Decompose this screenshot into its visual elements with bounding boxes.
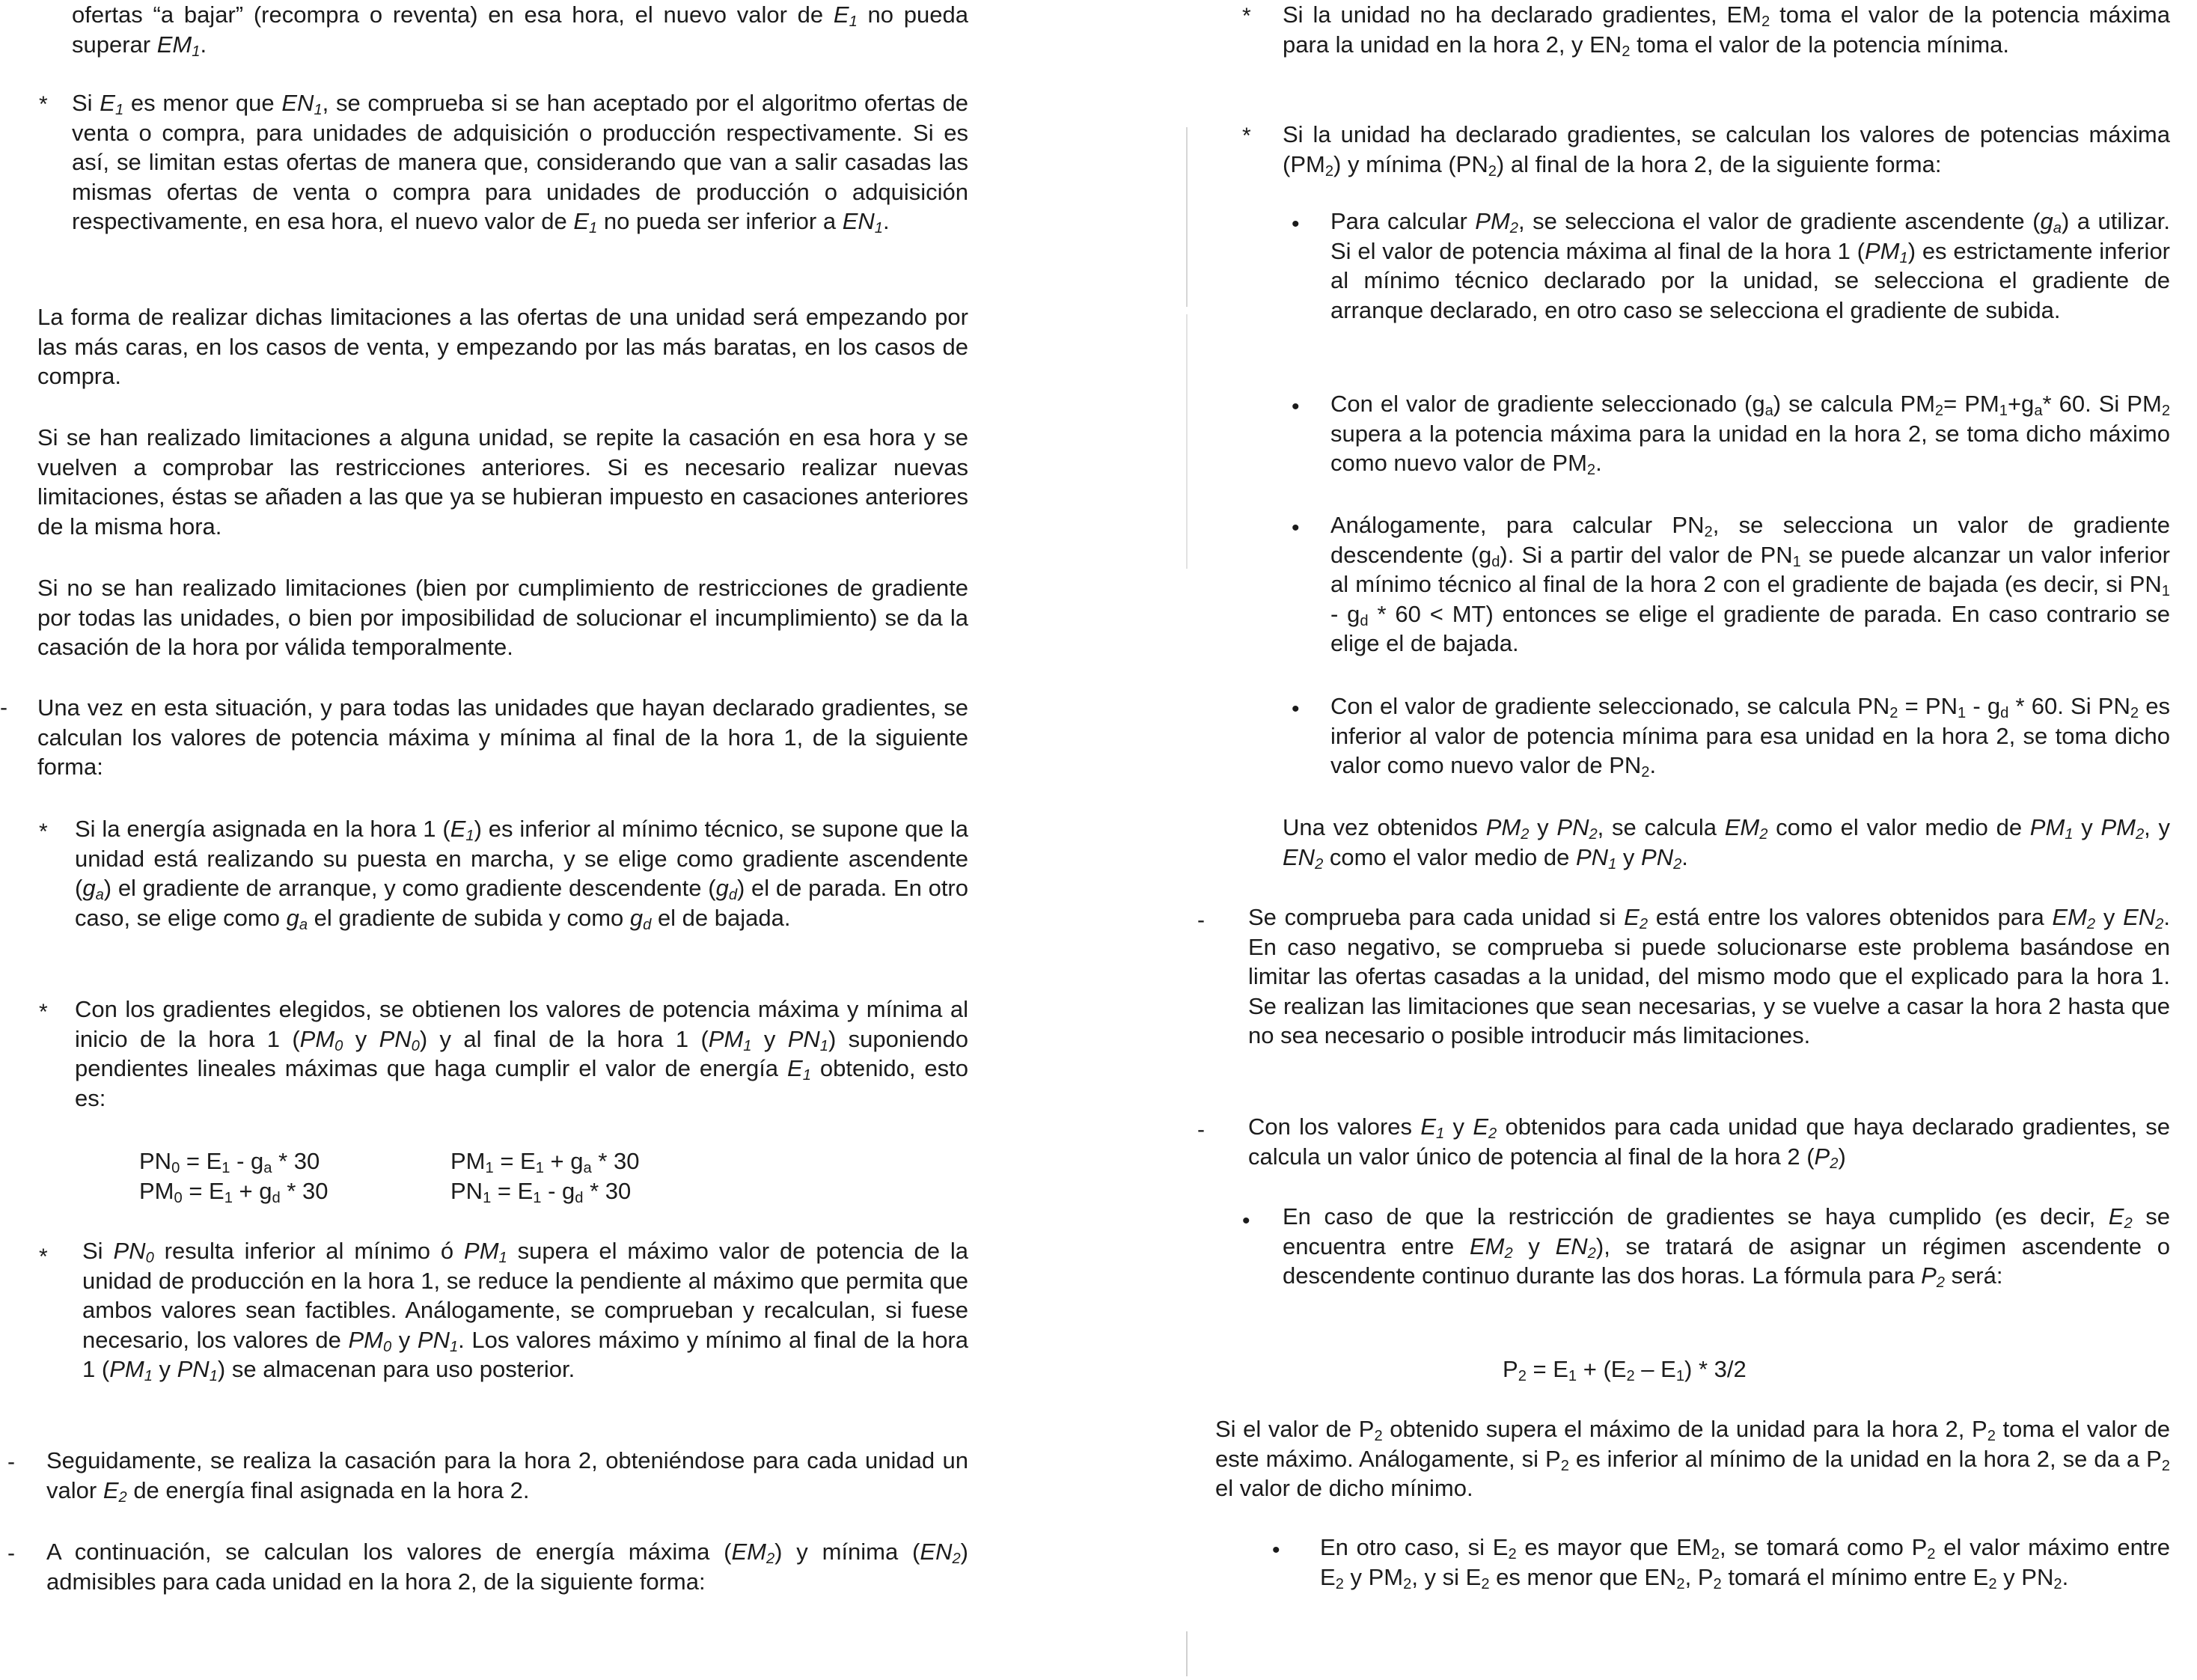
list-marker-star: * bbox=[1242, 4, 1251, 28]
paragraph: Si el valor de $P_2$ obtenido supera el máximo de la unidad para la hora 2, $P_2$ toma el valor de este máximo. Análogamente, si $P_2$ es inferior al mínimo de la unidad en la hora 2, se da a $P_2$ el valor de dicho mínimo. bbox=[1215, 1416, 2171, 1502]
list-item: Seguidamente, se realiza la casación para la hora 2, obteniéndose para cada unidad un valor $E_2$ de energía final asignada en la hora 2. bbox=[46, 1447, 968, 1506]
list-marker-star: * bbox=[1242, 123, 1251, 148]
list-item: Con los valores $E_1$ y $E_2$ obtenidos para cada unidad que haya declarado gradientes, se calcula un valor único de potencia al final de la hora 2 $(P_2)$ bbox=[1248, 1114, 2170, 1172]
list-item: A continuación, se calculan los valores de energía máxima $(EM_2)$ y mínima $(EN_2)$ admisibles para cada unidad en la hora 2, de la siguiente forma: bbox=[46, 1539, 968, 1595]
scan-line bbox=[1186, 127, 1188, 307]
list-marker-dash: - bbox=[1197, 1117, 1205, 1142]
paragraph: ofertas “a bajar” (recompra o reventa) en esa hora, el nuevo valor de $E_1$ no pueda superar $EM_1$. bbox=[72, 1, 968, 60]
list-marker-bullet: • bbox=[1292, 697, 1300, 721]
list-item: Con el valor de gradiente seleccionado $(g_a)$ se calcula $PM_2= PM_1+g_a*$ 60. Si $PM_2$ supera a la potencia máxima para la unidad en la hora 2, se toma dicho máximo como nuevo valor de $PM_2$. bbox=[1330, 391, 2171, 479]
formula-pn1: $PN_1 = E_1 - g_d * 30$ bbox=[450, 1178, 632, 1207]
scan-line bbox=[1186, 314, 1188, 569]
list-item: Con el valor de gradiente seleccionado, se calcula $PN_2 = PN_1 - g_d * 60$. Si $PN_2$ es inferior al valor de potencia mínima para esa unidad en la hora 2, se toma dicho valor como nuevo valor de $PN_2$. bbox=[1330, 693, 2170, 781]
list-marker-star: * bbox=[39, 1000, 48, 1024]
list-marker-bullet: • bbox=[1292, 394, 1300, 419]
list-item: Se comprueba para cada unidad si $E_2$ está entre los valores obtenidos para $EM_2$ y $EN_2$. En caso negativo, se comprueba si puede solucionarse este problema basándose en limitar las ofertas casadas a la unidad, del mismo modo que el explicado para la hora 1. Se realizan las limitaciones que sean necesarias, y se vuelve a casar la hora 2 hasta que no sea necesario o posible introducir más limitaciones. bbox=[1248, 904, 2170, 1049]
list-item: En caso de que la restricción de gradientes se haya cumplido (es decir, $E_2$ se encuentra entre $EM_2$ y $EN_2$), se tratará de asignar un régimen ascendente o descendente continuo durante las dos horas. La fórmula para $P_2$ será: bbox=[1283, 1203, 2170, 1292]
paragraph: Si no se han realizado limitaciones (bien por cumplimiento de restricciones de gradiente por todas las unidades, o bien por imposibilidad de solucionar el incumplimiento) se da la casación de la hora por válida temporalmente. bbox=[37, 575, 968, 661]
paragraph: Una vez obtenidos $PM_2$ y $PN_2$, se calcula $EM_2$ como el valor medio de $PM_1$ y $PM_2$, y $EN_2$ como el valor medio de $PN_1$ y $PN_2$. bbox=[1283, 814, 2170, 873]
list-item: Para calcular $PM_2$, se selecciona el valor de gradiente ascendente $(g_a)$ a utilizar. Si el valor de potencia máxima al final de la hora 1 $(PM_1)$ es estrictamente inferior al mínimo técnico declarado por la unidad, se selecciona el gradiente de arranque declarado, en otro caso se selecciona el gradiente de subida. bbox=[1330, 208, 2171, 323]
list-marker-bullet: • bbox=[1292, 516, 1300, 540]
list-marker-dash: - bbox=[7, 1450, 15, 1474]
list-marker-dash: - bbox=[7, 1541, 15, 1566]
list-item: En otro caso, si $E_2$ es mayor que $EM_2$, se tomará como $P_2$ el valor máximo entre $E_2$ y $PM_2$, y si $E_2$ es menor que $EN_2$, $P_2$ tomará el mínimo entre $E_2$ y $PN_2$. bbox=[1320, 1534, 2170, 1592]
formula-pm0: $PM_0 = E_1 + g_d * 30$ bbox=[139, 1178, 329, 1207]
list-marker-star: * bbox=[39, 92, 48, 117]
list-marker-bullet: • bbox=[1272, 1538, 1280, 1563]
list-item: Análogamente, para calcular $PN_2$, se selecciona un valor de gradiente descendente $(g_d)$. Si a partir del valor de $PN_1$ se puede alcanzar un valor inferior al mínimo técnico al final de la hora 2 con el gradiente de bajada (es decir, si $PN_1 - g_d * 60 < MT$) entonces se elige el gradiente de parada. En caso contrario se elige el de bajada. bbox=[1330, 512, 2170, 657]
list-item: Si la unidad ha declarado gradientes, se calculan los valores de potencias máxima $(PM_2)$ y mínima $(PN_2)$ al final de la hora 2, de la siguiente forma: bbox=[1283, 121, 2170, 180]
formula-p2: $P_2 = E_1 + (E_2 - E_1) * 3/2$ bbox=[1503, 1356, 1747, 1385]
list-item: Si la energía asignada en la hora 1 $(E_1)$ es inferior al mínimo técnico, se supone que la unidad está realizando su puesta en marcha, y se elige como gradiente ascendente $(g_a)$ el gradiente de arranque, y como gradiente descendente $(g_d)$ el de parada. En otro caso, se elige como $g_a$ el gradiente de subida y como $g_d$ el de bajada. bbox=[75, 816, 968, 933]
paragraph: La forma de realizar dichas limitaciones a las ofertas de una unidad será empezando por las más caras, en los casos de venta, y empezando por las más baratas, en los casos de compra. bbox=[37, 304, 968, 390]
list-item: Con los gradientes elegidos, se obtienen los valores de potencia máxima y mínima al inicio de la hora 1 ($PM_0$ y $PN_0$) y al final de la hora 1 ($PM_1$ y $PN_1$) suponiendo pendientes lineales máximas que haga cumplir el valor de energía $E_1$ obtenido, esto es: bbox=[75, 996, 968, 1111]
list-marker-bullet: • bbox=[1292, 212, 1300, 236]
list-marker-star: * bbox=[39, 1244, 48, 1269]
scan-line bbox=[1186, 1631, 1188, 1676]
list-item: Si $E_1$ es menor que $EN_1$, se comprueba si se han aceptado por el algoritmo ofertas de venta o compra, para unidades de adquisición o producción respectivamente. Si es así, se limitan estas ofertas de manera que, considerando que van a salir casadas las mismas ofertas de venta o compra para unidades de producción o adquisición respectivamente, en esa hora, el nuevo valor de $E_1$ no pueda ser inferior a $EN_1$. bbox=[72, 90, 968, 237]
paragraph: Si se han realizado limitaciones a alguna unidad, se repite la casación en esa hora y se vuelven a comprobar las restricciones anteriores. Si es necesario realizar nuevas limitaciones, éstas se añaden a las que ya se hubieran impuesto en casaciones anteriores de la misma hora. bbox=[37, 424, 968, 540]
list-marker-star: * bbox=[39, 819, 48, 844]
list-marker-dash: - bbox=[0, 695, 7, 720]
list-marker-dash: - bbox=[1197, 908, 1205, 932]
formula-pm1: $PM_1 = E_1 + g_a * 30$ bbox=[450, 1148, 640, 1177]
list-item: Si la unidad no ha declarado gradientes, $EM_2$ toma el valor de la potencia máxima para la unidad en la hora 2, y $EN_2$ toma el valor de la potencia mínima. bbox=[1283, 1, 2170, 60]
list-marker-bullet: • bbox=[1242, 1209, 1250, 1233]
formula-pn0: $PN_0 = E_1 - g_a * 30$ bbox=[139, 1148, 320, 1177]
list-item: Si $PN_0$ resulta inferior al mínimo ó $PM_1$ supera el máximo valor de potencia de la unidad de producción en la hora 1, se reduce la pendiente al máximo que permita que ambos valores sean factibles. Análogamente, se comprueban y recalculan, si fuese necesario, los valores de $PM_0$ y $PN_1$. Los valores máximo y mínimo al final de la hora 1 ($PM_1$ y $PN_1$) se almacenan para uso posterior. bbox=[82, 1238, 968, 1385]
list-item: Una vez en esta situación, y para todas las unidades que hayan declarado gradientes, se calculan los valores de potencia máxima y mínima al final de la hora 1, de la siguiente forma: bbox=[37, 694, 968, 781]
